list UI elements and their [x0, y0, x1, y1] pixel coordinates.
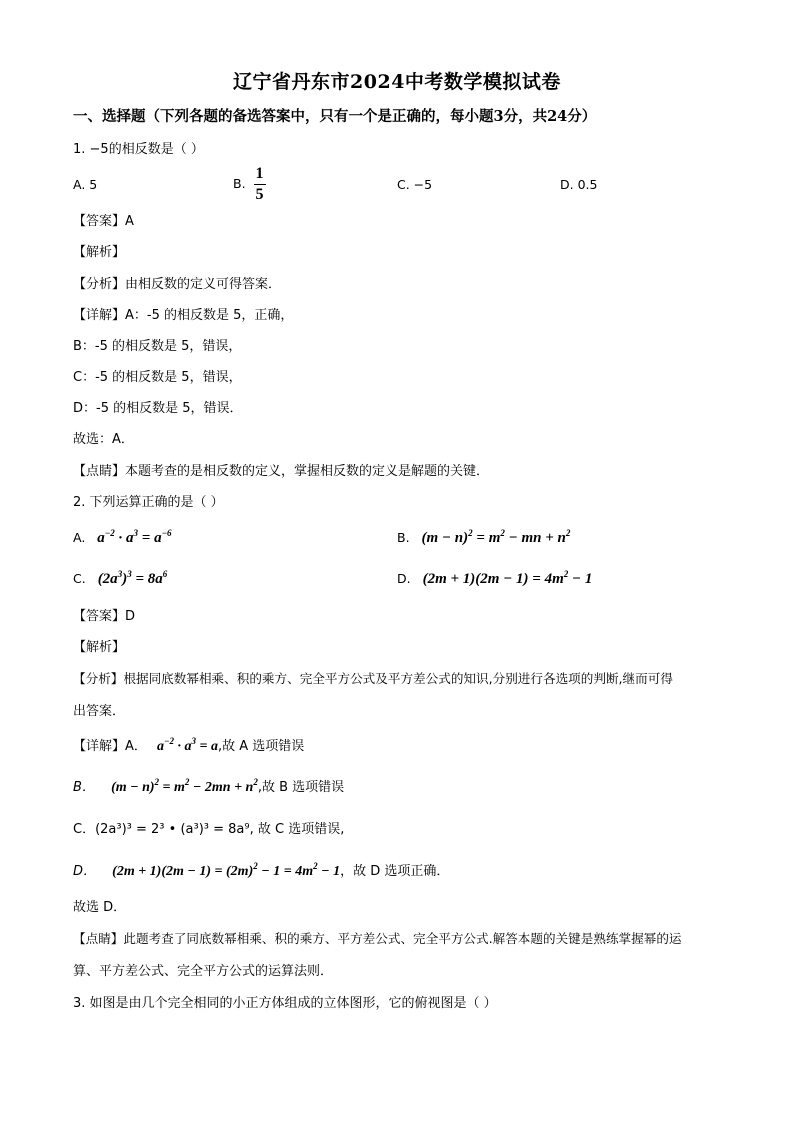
q2-detail-b-suffix: ,故 B 选项错误 — [257, 780, 345, 795]
q2-option-c-label: C. — [73, 571, 86, 586]
q2-option-b-formula: $(m - n)^2 = m^2$ − mn + $n^2$ — [421, 528, 571, 546]
q1-detail-d: D：-5 的相反数是 5，错误． — [73, 401, 243, 416]
q2-detail-b-formula: $(m - n)^2 = m^2 - 2mn + n^2$ — [111, 777, 258, 795]
q2-option-d-label: D. — [397, 571, 411, 586]
q2-detail-a — [73, 736, 305, 754]
q2-detail-b — [73, 777, 345, 795]
q1-option-b-fraction — [254, 166, 266, 203]
q1-choose: 故选：A． — [73, 432, 134, 447]
q2-comment-line1: 【点睛】此题考查了同底数幂相乘、积的乘方、平方差公式、完全平方公式.解答本题的关键是熟练掌握幂的运 — [73, 931, 682, 946]
q2-option-d-formula: $(2m + 1)(2m - 1) = 4m^2 - 1$ — [422, 569, 593, 587]
q2-comment-line2: 算、平方差公式、完全平方公式的运算法则． — [73, 964, 334, 979]
section-heading: 一、选择题（下列各题的备选答案中，只有一个是正确的，每小题3分，共24分） — [73, 108, 597, 125]
q1-detail-a: 【详解】A：-5 的相反数是 5，正确， — [73, 308, 294, 323]
q2-fenxi-line1: 【分析】根据同底数幂相乘、积的乘方、完全平方公式及平方差公式的知识,分别进行各选项的判断,继而可得 — [73, 671, 673, 686]
q2-detail-d-suffix: ，故 D 选项正确． — [340, 864, 450, 879]
q1-option-c: C. −5 — [397, 177, 433, 192]
q2-option-a-label: A. — [73, 530, 86, 545]
q2-detail-c: C．(2a³)³ = 2³ • (a³)³ = 8a⁹, 故 C 选项错误, — [73, 822, 345, 837]
q1-option-a: A. 5 — [73, 177, 98, 192]
q2-answer: 【答案】D — [73, 609, 136, 624]
q3-stem: 3. 如图是由几个完全相同的小正方体组成的立体图形，它的俯视图是（ ） — [73, 996, 497, 1011]
q1-detail-b: B：-5 的相反数是 5，错误， — [73, 339, 242, 354]
q2-option-a — [73, 528, 172, 546]
q2-stem: 2. 下列运算正确的是（ ） — [73, 495, 224, 510]
q2-option-c-formula: $(2a^3)^3 = 8a^6$ — [97, 569, 168, 587]
q2-option-a-formula: $a^{-2} \cdot a^3 = a^{-6}$ — [97, 528, 172, 546]
q1-answer: 【答案】A — [73, 214, 134, 229]
q1-comment: 【点睛】本题考查的是相反数的定义，掌握相反数的定义是解题的关键． — [73, 464, 490, 479]
fraction-bar — [254, 184, 266, 185]
q1-option-d: D. 0.5 — [560, 177, 598, 192]
fraction-numerator: 1 — [255, 165, 264, 182]
q2-choose: 故选 D． — [73, 900, 127, 915]
q2-option-b — [397, 528, 571, 546]
q1-fenxi: 【分析】由相反数的定义可得答案． — [73, 277, 282, 292]
q1-analysis-heading: 【解析】 — [73, 245, 126, 260]
q2-detail-d-formula: $(2m + 1)(2m - 1) = (2m)^2 - 1 = 4m^2 - 1$ — [112, 861, 341, 879]
q2-option-b-label: B. — [397, 530, 410, 545]
q1-option-b — [233, 166, 266, 203]
q2-detail-a-prefix: 【详解】A． — [73, 739, 147, 754]
q2-analysis-heading: 【解析】 — [73, 640, 126, 655]
q2-detail-a-suffix: ,故 A 选项错误 — [218, 739, 305, 754]
q2-option-c — [73, 569, 168, 587]
q2-fenxi-line2: 出答案． — [73, 704, 126, 719]
q1-detail-c: C：-5 的相反数是 5，错误， — [73, 370, 242, 385]
q2-detail-a-formula: $a^{-2} \cdot a^3 = a$ — [157, 736, 218, 754]
fraction-denominator: 5 — [255, 186, 264, 203]
page-title: 辽宁省丹东市2024中考数学模拟试卷 — [233, 71, 561, 93]
q2-detail-d-prefix: D． — [73, 864, 97, 879]
q1-option-b-label: B. — [233, 176, 246, 192]
q2-detail-d — [73, 861, 450, 879]
q2-detail-b-prefix: B． — [73, 780, 95, 795]
q1-stem: 1. −5的相反数是（ ） — [73, 142, 204, 157]
q2-option-d — [397, 569, 593, 587]
